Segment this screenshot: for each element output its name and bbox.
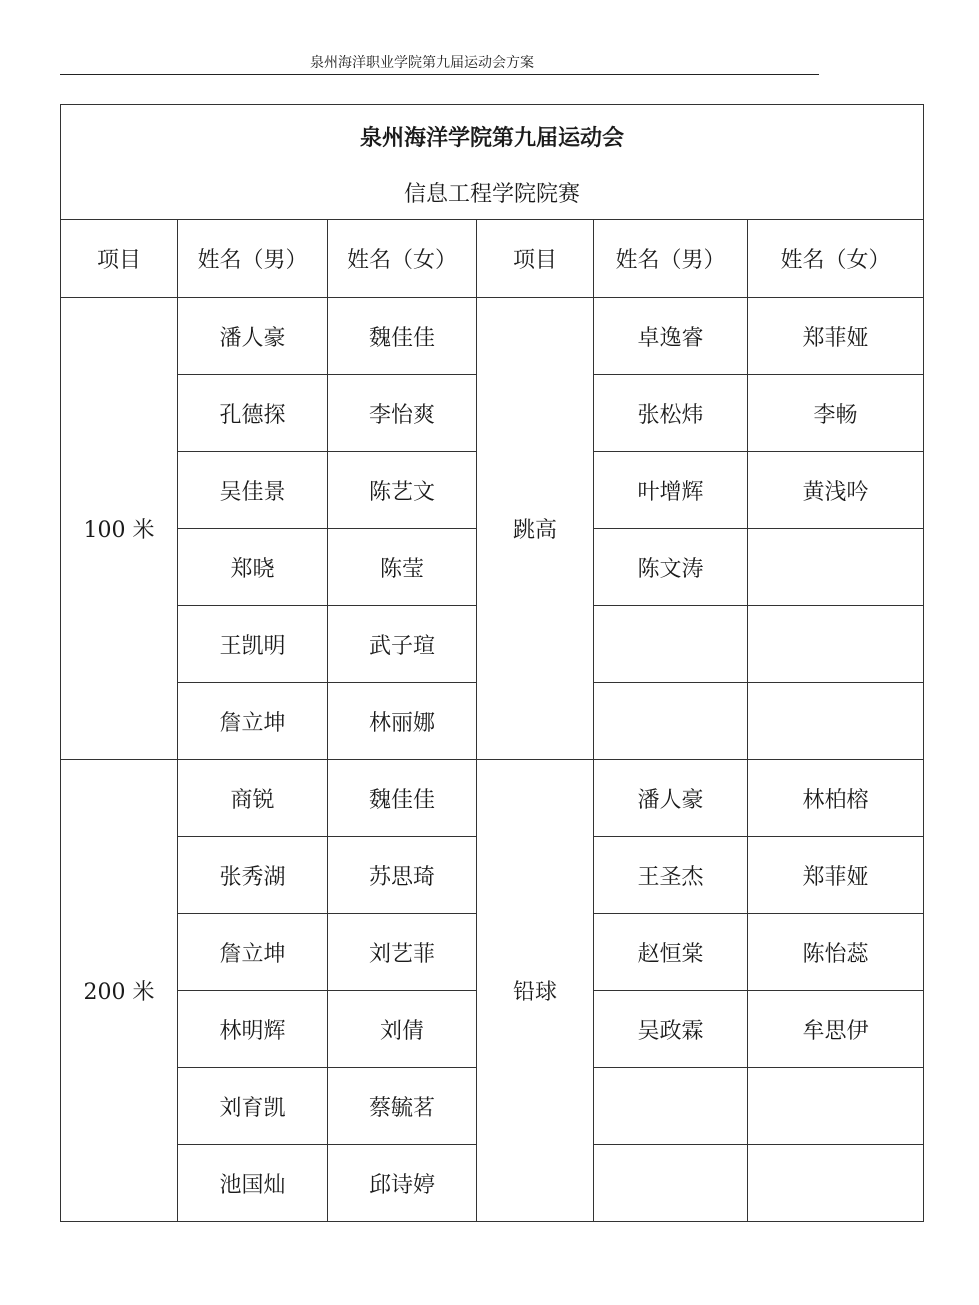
female-name-cell: 刘倩 — [328, 991, 477, 1068]
female-name-cell — [748, 1068, 924, 1145]
female-name-cell: 刘艺菲 — [328, 914, 477, 991]
male-name-cell: 张松炜 — [594, 375, 748, 452]
female-name-cell: 李畅 — [748, 375, 924, 452]
female-name-cell: 郑菲娅 — [748, 837, 924, 914]
female-name-cell: 蔡毓茗 — [328, 1068, 477, 1145]
male-name-cell: 潘人豪 — [178, 298, 328, 375]
male-name-cell — [594, 683, 748, 760]
male-name-cell: 潘人豪 — [594, 760, 748, 837]
female-name-cell: 林丽娜 — [328, 683, 477, 760]
column-header: 姓名（女） — [748, 220, 924, 298]
column-header: 项目 — [477, 220, 594, 298]
male-name-cell — [594, 1068, 748, 1145]
female-name-cell: 陈艺文 — [328, 452, 477, 529]
female-name-cell: 林柏榕 — [748, 760, 924, 837]
event-cell: 200 米 — [61, 760, 178, 1222]
female-name-cell: 牟思伊 — [748, 991, 924, 1068]
column-header-row — [61, 220, 924, 298]
header-text: 泉州海洋职业学院第九届运动会方案 — [310, 55, 534, 71]
male-name-cell: 陈文涛 — [594, 529, 748, 606]
table-row — [61, 298, 924, 375]
female-name-cell: 郑菲娅 — [748, 298, 924, 375]
table-row — [61, 760, 924, 837]
male-name-cell: 池国灿 — [178, 1145, 328, 1222]
female-name-cell — [748, 683, 924, 760]
male-name-cell: 王凯明 — [178, 606, 328, 683]
column-header: 项目 — [61, 220, 178, 298]
male-name-cell: 郑晓 — [178, 529, 328, 606]
male-name-cell: 詹立坤 — [178, 914, 328, 991]
female-name-cell — [748, 1145, 924, 1222]
female-name-cell — [748, 529, 924, 606]
column-header: 姓名（男） — [178, 220, 328, 298]
male-name-cell: 詹立坤 — [178, 683, 328, 760]
female-name-cell: 黄浅吟 — [748, 452, 924, 529]
male-name-cell — [594, 606, 748, 683]
female-name-cell: 武子瑄 — [328, 606, 477, 683]
female-name-cell: 苏思琦 — [328, 837, 477, 914]
male-name-cell: 赵恒棠 — [594, 914, 748, 991]
event-cell: 铅球 — [477, 760, 594, 1222]
table-subtitle: 信息工程学院院赛 — [404, 182, 581, 207]
table-title: 泉州海洋学院第九届运动会 — [360, 125, 625, 151]
male-name-cell: 商锐 — [178, 760, 328, 837]
event-cell: 100 米 — [61, 298, 178, 760]
female-name-cell: 魏佳佳 — [328, 760, 477, 837]
title-cell — [61, 105, 924, 220]
column-header: 姓名（男） — [594, 220, 748, 298]
female-name-cell: 李怡爽 — [328, 375, 477, 452]
female-name-cell — [748, 606, 924, 683]
page-header — [60, 48, 819, 75]
male-name-cell: 孔德探 — [178, 375, 328, 452]
male-name-cell — [594, 1145, 748, 1222]
column-header: 姓名（女） — [328, 220, 477, 298]
male-name-cell: 林明辉 — [178, 991, 328, 1068]
male-name-cell: 吴佳景 — [178, 452, 328, 529]
male-name-cell: 叶增辉 — [594, 452, 748, 529]
female-name-cell: 陈怡蕊 — [748, 914, 924, 991]
title-row — [61, 105, 924, 220]
roster-table — [60, 104, 924, 1222]
female-name-cell: 陈莹 — [328, 529, 477, 606]
male-name-cell: 张秀湖 — [178, 837, 328, 914]
female-name-cell: 魏佳佳 — [328, 298, 477, 375]
male-name-cell: 吴政霖 — [594, 991, 748, 1068]
female-name-cell: 邱诗婷 — [328, 1145, 477, 1222]
male-name-cell: 王圣杰 — [594, 837, 748, 914]
male-name-cell: 卓逸睿 — [594, 298, 748, 375]
male-name-cell: 刘育凯 — [178, 1068, 328, 1145]
event-cell: 跳高 — [477, 298, 594, 760]
